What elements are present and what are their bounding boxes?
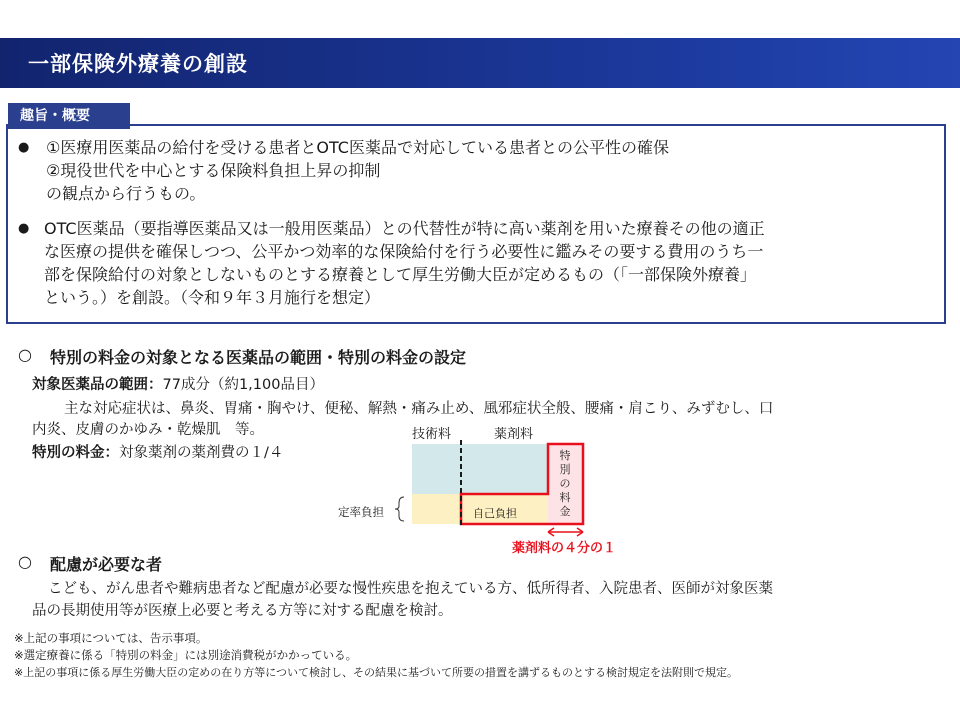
diagram-label-self: 自己負担 (473, 507, 517, 520)
fee-value: 対象薬剤の薬剤費の１/４ (119, 445, 284, 461)
section2-marker: ○ (18, 552, 32, 571)
symptoms-line1: 主な対応症状は、鼻炎、胃痛・胸やけ、便秘、解熱・痛み止め、風邪症状全般、腰痛・肩こり、みずむし、口 (64, 401, 774, 417)
insured-area (412, 444, 548, 494)
summary-bullet2-line1: OTC医薬品（要指導医薬品又は一般用医薬品）との代替性が特に高い薬剤を用いた療養その他の適正 (44, 219, 765, 238)
section2-line2: 品の長期使用等が医療上必要と考える方等に対する配慮を検討。 (32, 603, 453, 619)
summary-tab: 趣旨・概要 (8, 103, 130, 129)
diagram-label-special: 特別の料金 (559, 449, 571, 518)
summary-bullet2-line3: 部を保険給付の対象としないものとする療養として厚生労働大臣が定めるもの（「一部保険外療養」 (44, 265, 757, 284)
summary-bullet1-line1: ①医療用医薬品の給付を受ける患者とOTC医薬品で対応している患者との公平性の確保 (46, 138, 669, 157)
diagram-label-drug: 薬剤料 (494, 427, 534, 442)
range-value: 77成分（約1,100品目） (162, 377, 324, 393)
note-3: ※上記の事項に係る厚生労働大臣の定めの在り方等について検討し、その結果に基づいて所要の措置を講ずるものとする検討規定を法附則で規定。 (14, 666, 738, 679)
copay-brace (395, 497, 404, 521)
section2-heading: 配慮が必要な者 (50, 555, 163, 574)
summary-bullet2-line2: な医療の提供を確保しつつ、公平かつ効率的な保険給付を行う必要性に鑑みその要する費用のうち一 (44, 242, 764, 261)
symptoms-line2: 内炎、皮膚のかゆみ・乾燥肌 等。 (32, 422, 264, 438)
bullet-dot-icon: ● (18, 221, 30, 236)
diagram-label-tech: 技術料 (412, 427, 452, 442)
diagram-label-copay: 定率負担 (338, 505, 384, 519)
section1-heading: 特別の料金の対象となる医薬品の範囲・特別の料金の設定 (50, 348, 467, 367)
fee-label: 特別の料金： (32, 445, 119, 461)
summary-bullet1-line2: ②現役世代を中心とする保険料負担上昇の抑制 (46, 161, 381, 180)
diagram-label-quarter: 薬剤料の４分の１ (512, 541, 617, 556)
bullet-dot-icon: ● (18, 140, 30, 155)
section1-marker: ○ (18, 345, 32, 364)
summary-bullet1-line3: の観点から行うもの。 (46, 184, 206, 203)
section2-line1: こども、がん患者や難病患者など配慮が必要な慢性疾患を抱えている方、低所得者、入院患者、医師が対象医薬 (48, 581, 773, 597)
range-label: 対象医薬品の範囲： (32, 377, 163, 393)
note-1: ※上記の事項については、告示事項。 (14, 631, 208, 645)
summary-bullet2-line4: という。）を創設。（令和９年３月施行を想定） (44, 288, 381, 307)
page-title: 一部保険外療養の創設 (28, 52, 248, 76)
note-2: ※選定療養に係る「特別の料金」には別途消費税がかかっている。 (14, 648, 358, 662)
